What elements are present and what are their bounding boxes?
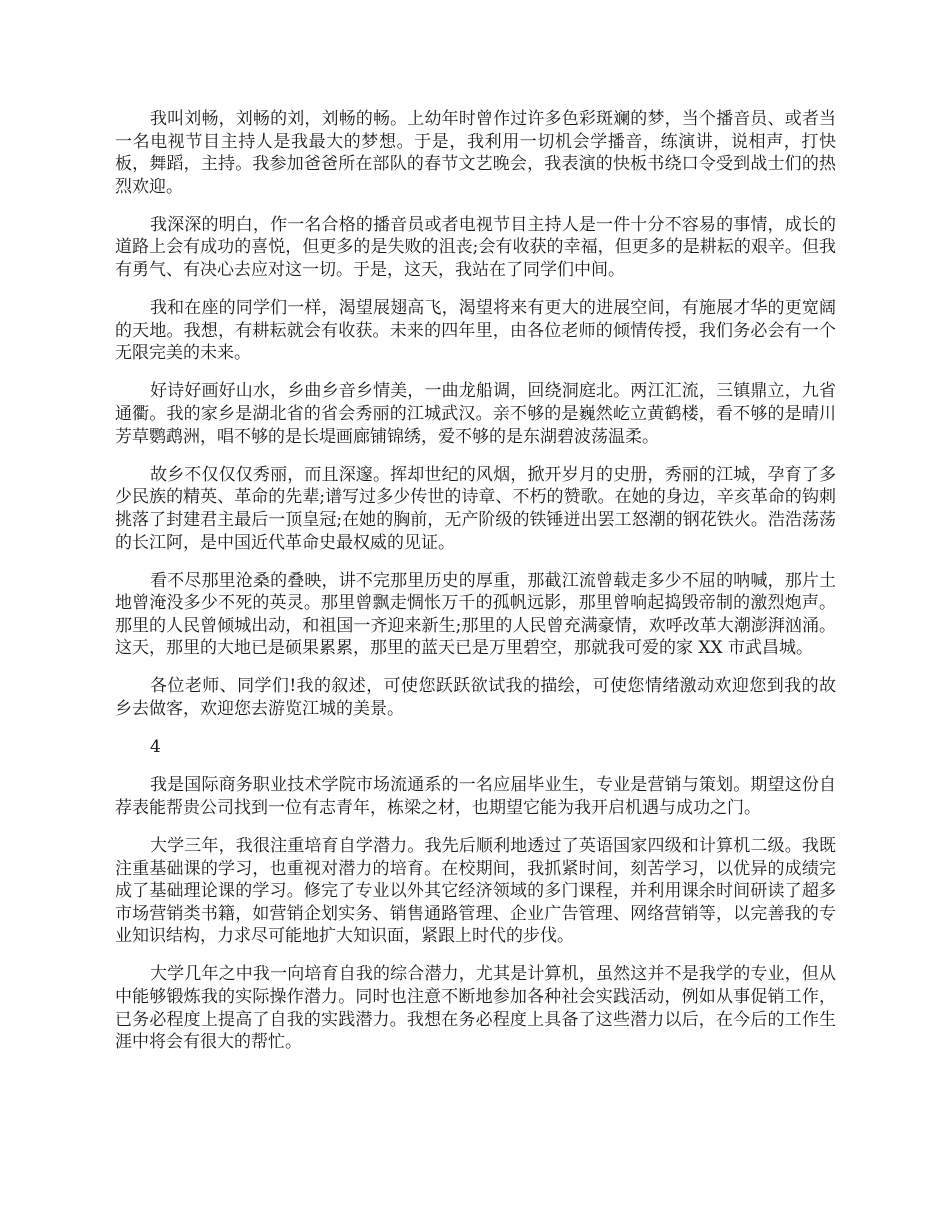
paragraph-comprehensive-ability: 大学几年之中我一向培育自我的综合潜力，尤其是计算机，虽然这并不是我学的专业，但从中能够锻炼我的实际操作潜力。同时也注意不断地参加各种社会实践活动，例如从事促销工作，已务必程度上提高了自我的实践潜力。我想在务必程度上具备了这些潜力以后，在今后的工作生涯中将会有很大的帮忙。 <box>115 964 836 1053</box>
document-body <box>115 108 836 1069</box>
paragraph-intro-name: 我叫刘畅，刘畅的刘，刘畅的畅。上幼年时曾作过许多色彩斑斓的梦，当个播音员、或者当一名电视节目主持人是我最大的梦想。于是，我利用一切机会学播音，练演讲，说相声，打快板，舞蹈，主持。我参加爸爸所在部队的春节文艺晚会，我表演的快板书绕口令受到战士们的热烈欢迎。 <box>115 109 836 197</box>
paragraph-hometown-history: 故乡不仅仅仅秀丽，而且深邃。挥却世纪的风烟，掀开岁月的史册，秀丽的江城，孕育了多少民族的精英、革命的先辈;谱写过多少传世的诗章、不朽的赞歌。在她的身边，辛亥革命的钩刺挑落了封建君主最后一顶皇冠;在她的胸前，无产阶级的铁锤迸出罢工怒潮的钢花铁火。浩浩荡荡的长江阿，是中国近代革命史最权威的见证。 <box>115 464 836 553</box>
paragraph-understanding: 我深深的明白，作一名合格的播音员或者电视节目主持人是一件十分不容易的事情，成长的道路上会有成功的喜悦，但更多的是失败的沮丧;会有收获的幸福，但更多的是耕耘的艰辛。但我有勇气、有决心去应对这一切。于是，这天，我站在了同学们中间。 <box>115 214 836 281</box>
paragraph-self-recommendation: 我是国际商务职业技术学院市场流通系的一名应届毕业生，专业是营销与策划。期望这份自荐表能帮贵公司找到一位有志青年，栋梁之材，也期望它能为我开启机遇与成功之门。 <box>115 775 836 818</box>
paragraph-hometown-people: 看不尽那里沧桑的叠映，讲不完那里历史的厚重，那截江流曾载走多少不屈的呐喊，那片土地曾淹没多少不死的英灵。那里曾飘走惆怅万千的孤帆远影，那里曾响起捣毁帝制的激烈炮声。那里的人民曾倾城出动，和祖国一齐迎来新生;那里的人民曾充满豪情，欢呼改革大潮澎湃汹涌。这天，那里的大地已是硕果累累，那里的蓝天已是万里碧空，那就我可爱的家 XX 市武昌城。 <box>115 570 836 659</box>
paragraph-study-ability: 大学三年，我很注重培育自学潜力。我先后顺利地透过了英语国家四级和计算机二级。我既注重基础课的学习，也重视对潜力的培育。在校期间，我抓紧时间，刻苦学习，以优异的成绩完成了基础理论课的学习。修完了专业以外其它经济领域的多门课程，并利用课余时间研读了超多市场营销类书籍，如营销企划实务、销售通路管理、企业广告管理、网络营销等，以完善我的专业知识结构，力求尽可能地扩大知识面，紧跟上时代的步伐。 <box>115 835 836 947</box>
paragraph-aspiration: 我和在座的同学们一样，渴望展翅高飞，渴望将来有更大的进展空间，有施展才华的更宽阔的天地。我想，有耕耘就会有收获。未来的四年里，由各位老师的倾情传授，我们务必会有一个无限完美的未来。 <box>115 298 836 364</box>
section-number: 4 <box>150 737 161 758</box>
paragraph-invitation: 各位老师、同学们!我的叙述，可使您跃跃欲试我的描绘，可使您情绪激动欢迎您到我的故乡去做客，欢迎您去游览江城的美景。 <box>115 676 836 720</box>
paragraph-hometown-poem: 好诗好画好山水，乡曲乡音乡情美，一曲龙船调，回绕洞庭北。两江汇流，三镇鼎立，九省通衢。我的家乡是湖北省的省会秀丽的江城武汉。亲不够的是巍然屹立黄鹤楼，看不够的是晴川芳草鹦鹉洲，唱不够的是长堤画廊铺锦绣，爱不够的是东湖碧波荡温柔。 <box>115 381 836 447</box>
